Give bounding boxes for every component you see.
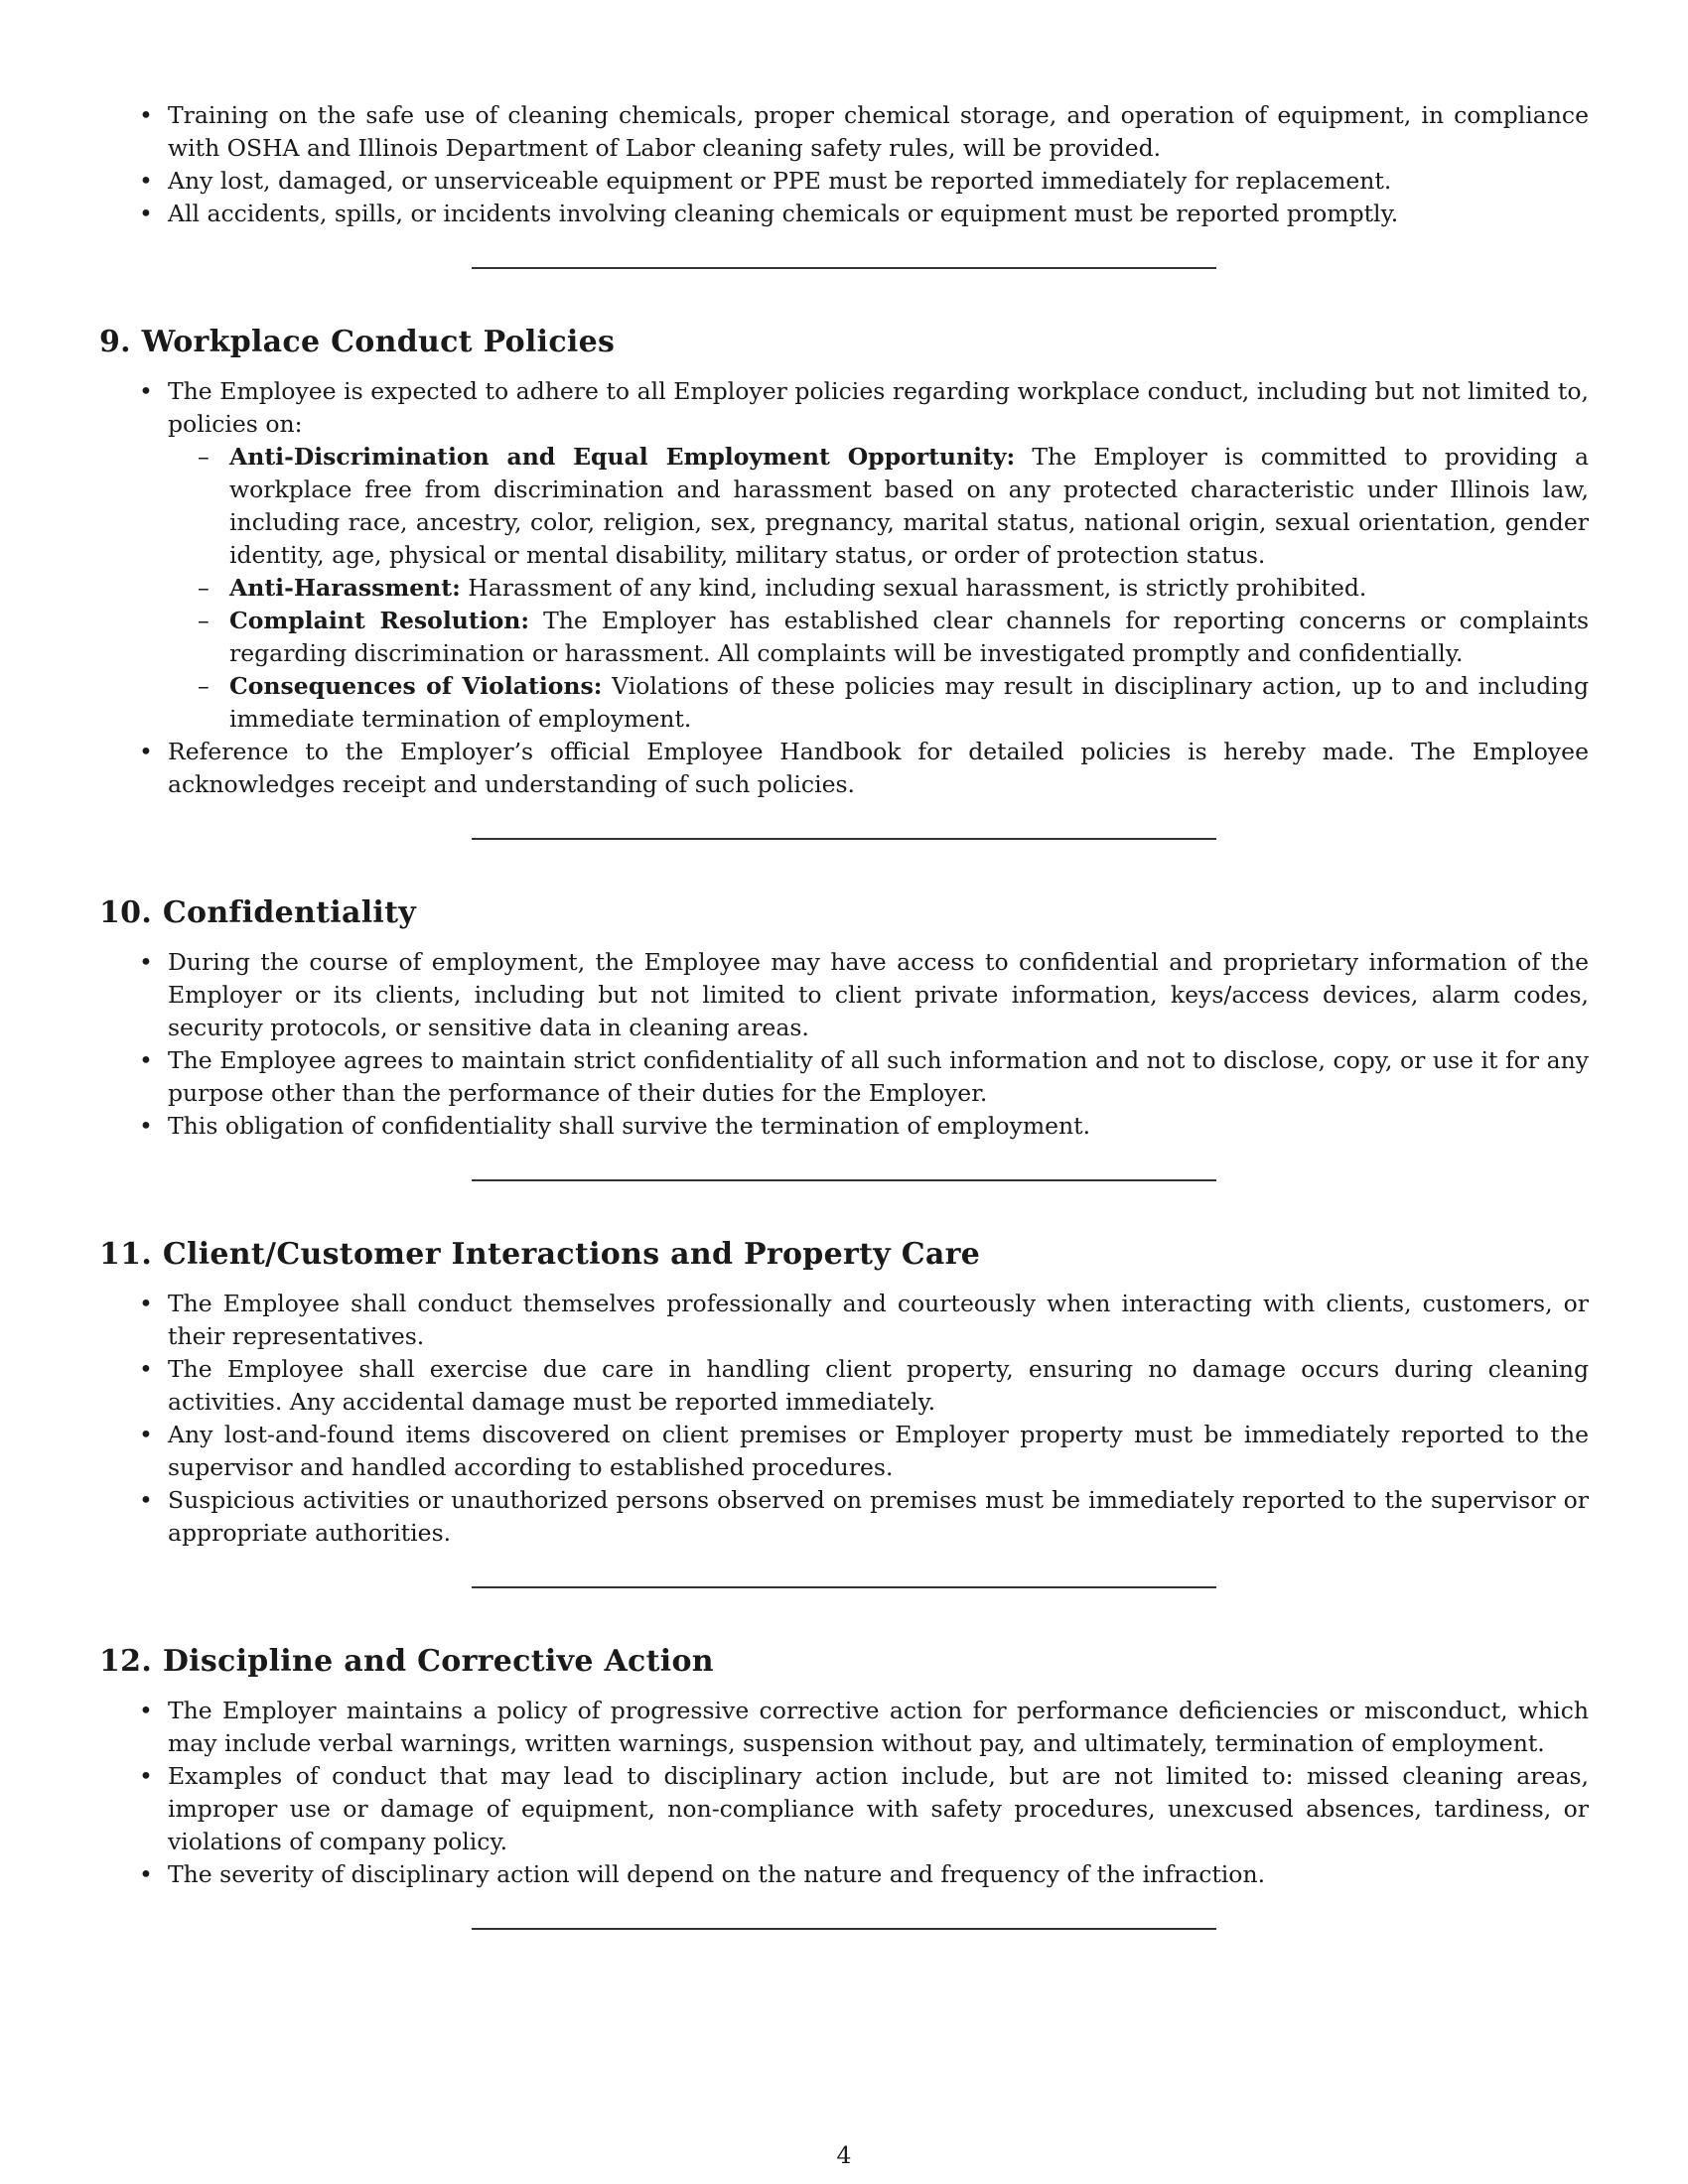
- list-item: • Examples of conduct that may lead to disciplinary action include, but are not limited to: missed cleaning areas, improper use or damage of equipment, non-compliance with safety procedures, unexcused absences, tardiness, or violations of company policy.: [99, 1760, 1589, 1858]
- list-item: [99, 375, 1589, 736]
- list-item: • Training on the safe use of cleaning chemicals, proper chemical storage, and operation of equipment, in compliance with OSHA and Illinois Department of Labor cleaning safety rules, will be provided.: [99, 99, 1589, 165]
- bullet-list: [99, 375, 1589, 801]
- list-item: • The Employee agrees to maintain strict confidentiality of all such information and not to disclose, copy, or use it for any purpose other than the performance of their duties for the Employer.: [99, 1044, 1589, 1110]
- list-item: • Any lost, damaged, or unserviceable equipment or PPE must be reported immediately for replacement.: [99, 165, 1589, 198]
- list-item: • The Employer maintains a policy of progressive corrective action for performance deficiencies or misconduct, which may include verbal warnings, written warnings, suspension without pay, and ultimately, termination of employment.: [99, 1695, 1589, 1760]
- sub-list-item: [168, 670, 1589, 736]
- sub-list: [168, 441, 1589, 736]
- section-heading: 10. Confidentiality: [99, 895, 416, 930]
- sub-list-item: [168, 605, 1589, 670]
- list-item: • The Employee shall conduct themselves professionally and courteously when interacting with clients, customers, or their representatives.: [99, 1288, 1589, 1353]
- list-item: • The severity of disciplinary action will depend on the nature and frequency of the infraction.: [99, 1858, 1589, 1891]
- section-workplace-conduct: [99, 324, 1589, 801]
- section-heading: 11. Client/Customer Interactions and Property Care: [99, 1237, 981, 1272]
- section-client-interactions: [99, 1236, 1589, 1550]
- section-divider: [472, 267, 1216, 269]
- page-number: 4: [836, 2141, 852, 2169]
- policy-text: The Employer has established clear channels for reporting concerns or complaints regarding discrimination or harassment. All complaints will be investigated promptly and confidentially.: [229, 607, 1590, 667]
- list-item: • During the course of employment, the Employee may have access to confidential and proprietary information of the Employer or its clients, including but not limited to client private information, keys/access devices, alarm codes, security protocols, or sensitive data in cleaning areas.: [99, 946, 1589, 1044]
- policy-text: Violations of these policies may result in disciplinary action, up to and including immediate termination of employment.: [229, 672, 1589, 733]
- section-divider: [472, 1928, 1216, 1930]
- bullet-list: [99, 1695, 1589, 1891]
- bullet-list: [99, 1288, 1589, 1550]
- list-item: • All accidents, spills, or incidents involving cleaning chemicals or equipment must be reported promptly.: [99, 198, 1589, 230]
- policy-term: Anti-Discrimination and Equal Employment Opportunity:: [229, 443, 1016, 471]
- policy-term: Consequences of Violations:: [229, 672, 603, 700]
- bullet-list: [99, 946, 1589, 1143]
- section-discipline: [99, 1643, 1589, 1891]
- policy-text: The Employer is committed to providing a workplace free from discrimination and harassment based on any protected characteristic under Illinois law, including race, ancestry, color, religion, sex, pregnancy, marital status, national origin, sexual orientation, gender identity, age, physical or mental disability, military status, or order of protection status.: [229, 443, 1589, 569]
- intro-bullet-list: [99, 99, 1589, 230]
- policy-term: Anti-Harassment:: [229, 574, 461, 602]
- section-divider: [472, 1179, 1216, 1181]
- list-item-text: The Employee is expected to adhere to all Employer policies regarding workplace conduct, including but not limited to, policies on:: [168, 377, 1589, 438]
- list-item: • Any lost-and-found items discovered on client premises or Employer property must be immediately reported to the supervisor and handled according to established procedures.: [99, 1419, 1589, 1484]
- list-item: • This obligation of confidentiality shall survive the termination of employment.: [99, 1110, 1589, 1143]
- sub-list-item: [168, 441, 1589, 572]
- policy-term: Complaint Resolution:: [229, 607, 530, 634]
- section-heading: 12. Discipline and Corrective Action: [99, 1644, 714, 1679]
- document-page: [99, 99, 1589, 1930]
- section-confidentiality: [99, 894, 1589, 1143]
- list-item: • Reference to the Employer’s official Employee Handbook for detailed policies is hereby made. The Employee acknowledges receipt and understanding of such policies.: [99, 736, 1589, 801]
- policy-text: Harassment of any kind, including sexual harassment, is strictly prohibited.: [460, 574, 1367, 602]
- section-heading: 9. Workplace Conduct Policies: [99, 325, 616, 359]
- section-divider: [472, 1586, 1216, 1588]
- sub-list-item: [168, 572, 1589, 605]
- list-item: • The Employee shall exercise due care in handling client property, ensuring no damage occurs during cleaning activities. Any accidental damage must be reported immediately.: [99, 1353, 1589, 1419]
- list-item: • Suspicious activities or unauthorized persons observed on premises must be immediately reported to the supervisor or appropriate authorities.: [99, 1484, 1589, 1550]
- section-divider: [472, 838, 1216, 840]
